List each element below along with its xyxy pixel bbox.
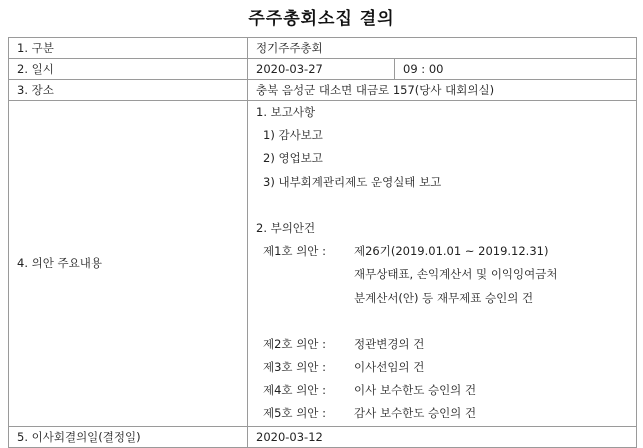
document-title: 주주총회소집 결의 (248, 9, 395, 29)
board-date-value: 2020-03-12 (248, 426, 637, 447)
resolution-heading: 2. 부의안건 (256, 220, 316, 235)
resolution-item-3 (256, 356, 636, 379)
resolution-item-number: 제5호 의안 : (263, 406, 326, 421)
resolution-item-text: 재무상태표, 손익계산서 및 이익잉여금처 (354, 267, 558, 282)
row-agenda (9, 101, 637, 427)
resolution-item-text: 제26기(2019.01.01 ~ 2019.12.31) (354, 244, 549, 259)
resolution-table (8, 37, 637, 448)
category-label: 1. 구분 (9, 38, 248, 59)
time-value: 09 : 00 (395, 59, 637, 80)
resolution-item-text: 정관변경의 건 (354, 336, 425, 351)
resolution-item-4 (256, 379, 636, 402)
resolution-item-number: 제2호 의안 : (263, 336, 326, 351)
report-item: 2) 영업보고 (263, 151, 323, 166)
agenda-content (248, 101, 637, 427)
report-item: 3) 내부회계관리제도 운영실태 보고 (263, 174, 442, 189)
spacer (256, 310, 636, 333)
datetime-label: 2. 일시 (9, 59, 248, 80)
board-date-label: 5. 이사회결의일(결정일) (9, 426, 248, 447)
report-item: 1) 감사보고 (263, 128, 323, 143)
resolution-item-2 (256, 333, 636, 356)
resolution-item-number: 제3호 의안 : (263, 360, 326, 375)
resolution-item-number: 제4호 의안 : (263, 383, 326, 398)
category-value: 정기주주총회 (248, 38, 637, 59)
resolution-item-text: 분계산서(안) 등 재무제표 승인의 건 (354, 290, 534, 305)
resolution-item-1-cont (256, 287, 636, 310)
location-label: 3. 장소 (9, 80, 248, 101)
date-value: 2020-03-27 (248, 59, 395, 80)
resolution-item-text: 감사 보수한도 승인의 건 (354, 406, 477, 421)
row-category (9, 38, 637, 59)
agenda-label: 4. 의안 주요내용 (9, 101, 248, 427)
row-datetime (9, 59, 637, 80)
report-heading: 1. 보고사항 (256, 105, 316, 119)
row-board-date (9, 426, 637, 447)
spacer (256, 194, 636, 217)
resolution-item-1-cont (256, 263, 636, 286)
resolution-item-1 (256, 240, 636, 263)
resolution-item-text: 이사 보수한도 승인의 건 (354, 383, 477, 398)
row-location (9, 80, 637, 101)
resolution-item-5 (256, 402, 636, 425)
resolution-item-text: 이사선임의 건 (354, 360, 425, 375)
location-value: 충북 음성군 대소면 대금로 157(당사 대회의실) (248, 80, 637, 101)
resolution-item-number: 제1호 의안 : (263, 244, 326, 259)
